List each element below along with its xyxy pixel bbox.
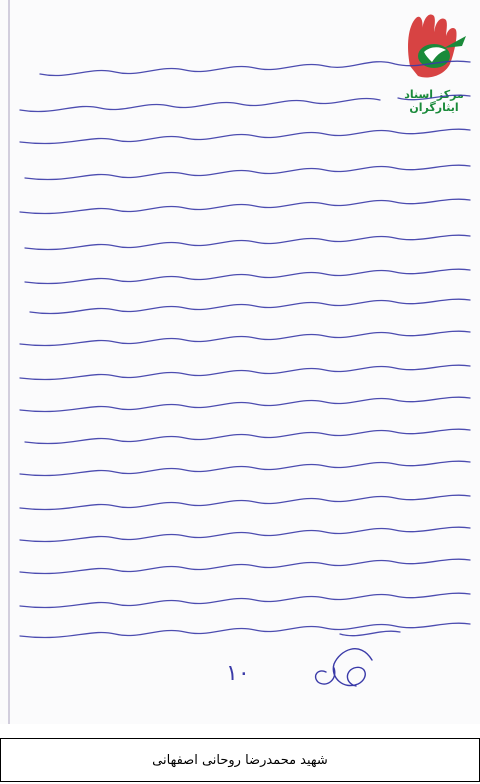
signature xyxy=(316,649,372,686)
archive-logo-text: مرکز اسناد ایثارگران xyxy=(404,88,464,114)
caption-text: شهید محمدرضا روحانی اصفهانی xyxy=(152,752,328,768)
caption-box xyxy=(0,738,480,782)
page-number: ۱۰ xyxy=(226,661,250,686)
